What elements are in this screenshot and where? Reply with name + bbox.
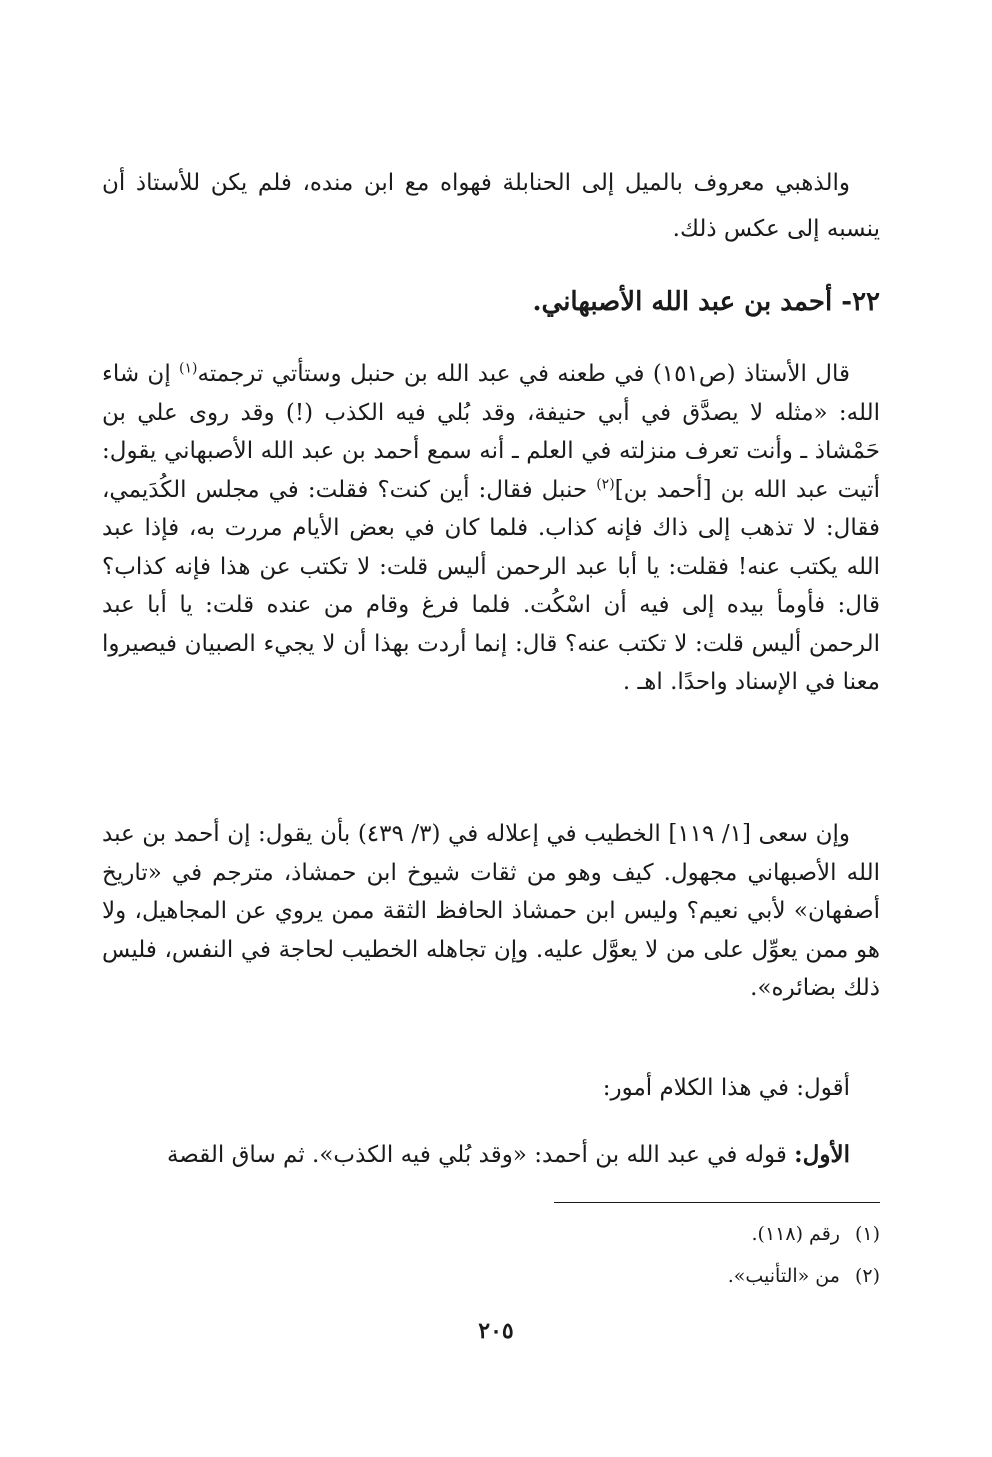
- quote-paragraph-part1: قال الأستاذ (ص١٥١) في طعنه في عبد الله بن حنبل وستأتي ترجمته: [197, 361, 850, 387]
- intro-paragraph: [102, 160, 880, 252]
- footnote-2: [280, 1262, 880, 1290]
- section-heading: ٢٢- أحمد بن عبد الله الأصبهاني.: [532, 287, 880, 317]
- aqul-paragraph: [102, 1068, 880, 1108]
- footnote-2-number: (٢): [854, 1265, 880, 1287]
- footnote-marker-2: (٢): [596, 475, 615, 492]
- quote-paragraph-part2: إن شاء الله: «مثله لا يصدَّق في أبي حنيفة، وقد بُلي فيه الكذب (!) وقد روى علي بن حَمْشاذ ـ وأنت تعرف منزلته في العلم ـ أنه سمع أحمد بن عبد الله الأصبهاني يقول: أتيت عبد الله بن [أحمد بن]: [102, 361, 880, 503]
- quote-paragraph: [102, 355, 880, 702]
- footnote-1: [280, 1220, 880, 1248]
- khatib-paragraph: [102, 815, 880, 1008]
- intro-paragraph-text: والذهبي معروف بالميل إلى الحنابلة فهواه مع ابن منده، فلم يكن للأستاذ أن ينسبه إلى عكس ذلك.: [102, 170, 880, 242]
- footnote-2-text: من «التأنيب».: [727, 1265, 840, 1287]
- khatib-paragraph-text: وإن سعى [١/ ١١٩] الخطيب في إعلاله في (٣/ ٤٣٩) بأن يقول: إن أحمد بن عبد الله الأصبهاني مجهول. كيف وهو من ثقات شيوخ ابن حمشاذ، مترجم في «تاريخ أصفهان» لأبي نعيم؟ وليس ابن حمشاذ الحافظ الثقة ممن يروي عن المجاهيل، ولا هو ممن يعوِّل على من لا يعوَّل عليه. وإن تجاهله الخطيب لحاجة في النفس، فليس ذلك بضائره».: [102, 821, 880, 1001]
- awwal-paragraph-text: قوله في عبد الله بن أحمد: «وقد بُلي فيه الكذب». ثم ساق القصة: [166, 1142, 795, 1168]
- footnote-divider: [554, 1202, 880, 1203]
- aqul-paragraph-text: أقول: في هذا الكلام أمور:: [602, 1075, 850, 1101]
- footnote-1-text: رقم (١١٨).: [751, 1223, 840, 1245]
- quote-paragraph-part3: حنبل فقال: أين كنت؟ فقلت: في مجلس الكُدَيمي، فقال: لا تذهب إلى ذاك فإنه كذاب. فلما كان في بعض الأيام مررت به، فإذا عبد الله يكتب عنه! فقلت: يا أبا عبد الرحمن أليس قلت: لا تكتب عن هذا فإنه كذاب؟ قال: فأومأ بيده إلى فيه أن اسْكُت. فلما فرغ وقام من عنده قلت: يا أبا عبد الرحمن أليس قلت: لا تكتب عنه؟ قال: إنما أردت بهذا أن لا يجيء الصبيان فيصيروا معنا في الإسناد واحدًا. اهـ .: [102, 476, 880, 695]
- page-number: ٢٠٥: [478, 1318, 514, 1344]
- footnote-marker-1: (١): [179, 360, 198, 377]
- awwal-paragraph: [102, 1135, 880, 1175]
- awwal-lead-word: الأول:: [794, 1141, 850, 1168]
- footnote-1-number: (١): [854, 1223, 880, 1245]
